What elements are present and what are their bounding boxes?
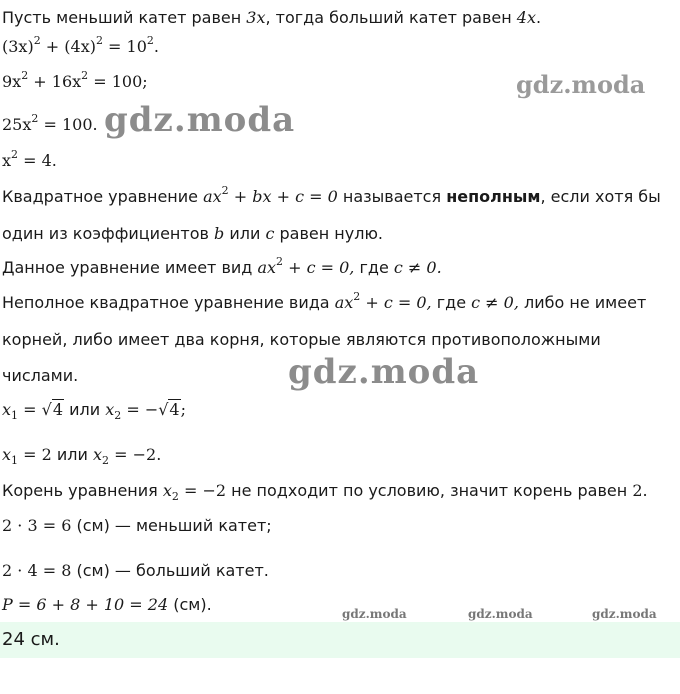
sqrt-symbol: √4	[158, 400, 180, 419]
line-5: $x^2 = 4$.	[2, 148, 57, 170]
line-4: $25x^2 = 100$.	[2, 112, 98, 134]
watermark: gdz.moda	[104, 100, 296, 140]
line-10: корней, либо имеет два корня, которые являются противоположными	[2, 330, 601, 349]
line-8: Данное уравнение имеет вид $ax^2 + c = 0$, где c ≠ 0.	[2, 255, 442, 277]
line-16: 2 · 4 = 8 (см) — больший катет.	[2, 561, 269, 580]
line-14: Корень уравнения $x_2 = -2$ не подходит по условию, значит корень равен 2.	[2, 481, 648, 503]
watermark: gdz.moda	[516, 70, 646, 99]
watermark: gdz.moda	[468, 607, 533, 621]
watermark: gdz.moda	[592, 607, 657, 621]
line-6: Квадратное уравнение $ax^2$ + bx + c = 0 называется неполным, если хотя бы	[2, 184, 661, 206]
line-13: $x_1 = 2$ или $x_2 = -2$.	[2, 445, 162, 467]
line-17: P = 6 + 8 + 10 = 24 (см).	[2, 595, 212, 614]
line-3: $9x^2 + 16x^2 = 100$;	[2, 69, 148, 91]
line-15: 2 · 3 = 6 (см) — меньший катет;	[2, 516, 272, 535]
line-7: один из коэффициентов b или c равен нулю.	[2, 224, 383, 243]
watermark: gdz.moda	[288, 352, 480, 392]
answer-box	[0, 622, 680, 658]
line-1: Пусть меньший катет равен 3x, тогда больший катет равен 4x.	[2, 8, 542, 27]
line-9: Неполное квадратное уравнение вида $ax^2 + c = 0$, где c ≠ 0, либо не имеет	[2, 290, 647, 312]
watermark: gdz.moda	[342, 607, 407, 621]
line-11: числами.	[2, 366, 79, 385]
line-2: $(3x)^2 + (4x)^2 = 10^2$.	[2, 34, 159, 56]
sqrt-symbol: √4	[41, 400, 63, 419]
answer-text: 24 см.	[2, 629, 60, 650]
line-12: $x_1 = √4$ или $x_2 = -√4$;	[2, 400, 186, 422]
